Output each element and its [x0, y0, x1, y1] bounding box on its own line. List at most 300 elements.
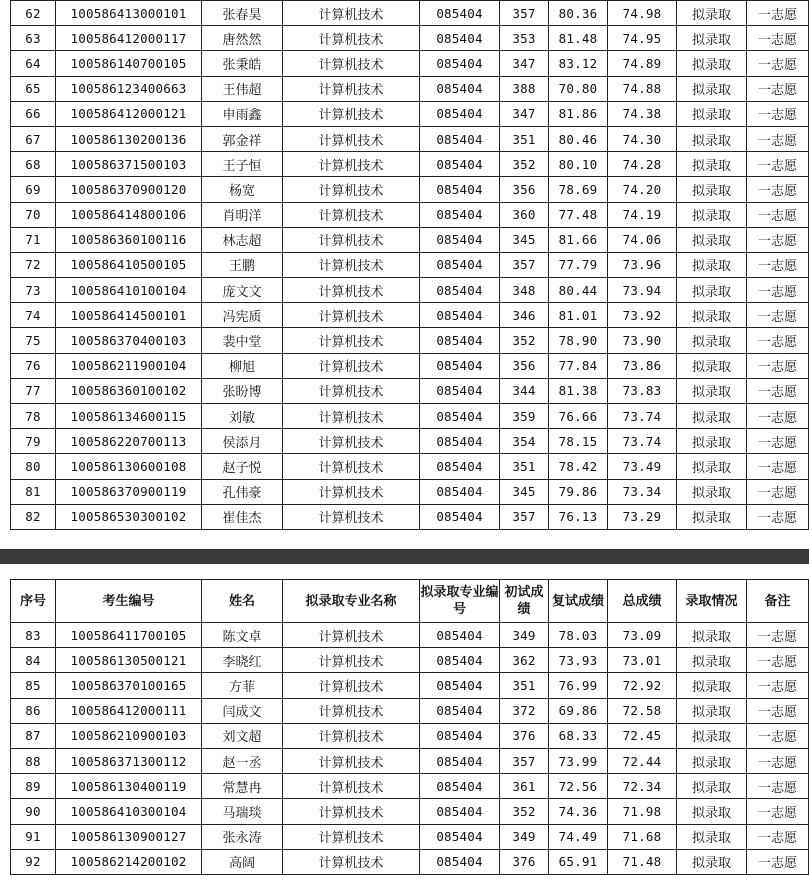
cell-name: 唐然然	[202, 26, 283, 51]
cell-total-score: 74.98	[608, 1, 677, 26]
cell-candidate-id: 100586360100102	[56, 378, 202, 403]
header-candidate-id: 考生编号	[56, 580, 202, 623]
cell-initial-score: 388	[500, 76, 549, 101]
cell-candidate-id: 100586370400103	[56, 328, 202, 353]
cell-candidate-id: 100586130600108	[56, 454, 202, 479]
table-row	[11, 1, 809, 26]
cell-admission-status: 拟录取	[677, 849, 747, 874]
cell-major-name: 计算机技术	[283, 723, 420, 748]
cell-name: 赵一丞	[202, 748, 283, 773]
header-major-name: 拟录取专业名称	[283, 580, 420, 623]
cell-candidate-id: 100586412000111	[56, 698, 202, 723]
cell-candidate-id: 100586130900127	[56, 824, 202, 849]
cell-candidate-id: 100586134600115	[56, 404, 202, 429]
cell-candidate-id: 100586414500101	[56, 303, 202, 328]
table-row	[11, 76, 809, 101]
cell-remark: 一志愿	[747, 799, 809, 824]
cell-retest-score: 81.01	[549, 303, 608, 328]
cell-index: 78	[11, 404, 56, 429]
cell-major-name: 计算机技术	[283, 126, 420, 151]
cell-index: 80	[11, 454, 56, 479]
cell-initial-score: 351	[500, 454, 549, 479]
cell-admission-status: 拟录取	[677, 202, 747, 227]
table-row	[11, 723, 809, 748]
cell-remark: 一志愿	[747, 51, 809, 76]
cell-major-code: 085404	[420, 202, 500, 227]
cell-initial-score: 357	[500, 252, 549, 277]
cell-name: 王伟超	[202, 76, 283, 101]
cell-name: 方菲	[202, 673, 283, 698]
cell-initial-score: 361	[500, 774, 549, 799]
cell-total-score: 72.45	[608, 723, 677, 748]
cell-total-score: 73.86	[608, 353, 677, 378]
cell-major-name: 计算机技术	[283, 799, 420, 824]
cell-index: 85	[11, 673, 56, 698]
cell-major-name: 计算机技术	[283, 328, 420, 353]
cell-name: 李晓红	[202, 648, 283, 673]
cell-index: 71	[11, 227, 56, 252]
cell-total-score: 74.30	[608, 126, 677, 151]
cell-retest-score: 78.03	[549, 623, 608, 648]
cell-major-name: 计算机技术	[283, 26, 420, 51]
cell-major-code: 085404	[420, 152, 500, 177]
table-row	[11, 799, 809, 824]
cell-name: 常慧冉	[202, 774, 283, 799]
cell-major-code: 085404	[420, 303, 500, 328]
cell-retest-score: 74.36	[549, 799, 608, 824]
table-row	[11, 152, 809, 177]
cell-total-score: 73.49	[608, 454, 677, 479]
cell-major-name: 计算机技术	[283, 849, 420, 874]
cell-admission-status: 拟录取	[677, 673, 747, 698]
cell-name: 张永涛	[202, 824, 283, 849]
cell-major-name: 计算机技术	[283, 404, 420, 429]
cell-name: 庞文文	[202, 278, 283, 303]
cell-major-code: 085404	[420, 76, 500, 101]
cell-major-code: 085404	[420, 698, 500, 723]
cell-major-name: 计算机技术	[283, 1, 420, 26]
cell-total-score: 74.20	[608, 177, 677, 202]
cell-initial-score: 354	[500, 429, 549, 454]
table-row	[11, 479, 809, 504]
cell-initial-score: 346	[500, 303, 549, 328]
cell-remark: 一志愿	[747, 378, 809, 403]
table-row	[11, 328, 809, 353]
cell-index: 82	[11, 504, 56, 529]
cell-candidate-id: 100586360100116	[56, 227, 202, 252]
cell-admission-status: 拟录取	[677, 723, 747, 748]
cell-retest-score: 78.90	[549, 328, 608, 353]
cell-major-name: 计算机技术	[283, 278, 420, 303]
cell-initial-score: 359	[500, 404, 549, 429]
cell-admission-status: 拟录取	[677, 404, 747, 429]
cell-major-code: 085404	[420, 774, 500, 799]
cell-major-name: 计算机技术	[283, 454, 420, 479]
cell-total-score: 74.89	[608, 51, 677, 76]
cell-admission-status: 拟录取	[677, 698, 747, 723]
cell-remark: 一志愿	[747, 454, 809, 479]
table-row	[11, 648, 809, 673]
table-row	[11, 429, 809, 454]
cell-name: 王鹏	[202, 252, 283, 277]
cell-candidate-id: 100586130500121	[56, 648, 202, 673]
cell-name: 赵子悦	[202, 454, 283, 479]
cell-total-score: 73.83	[608, 378, 677, 403]
cell-admission-status: 拟录取	[677, 126, 747, 151]
cell-major-name: 计算机技术	[283, 101, 420, 126]
cell-major-name: 计算机技术	[283, 152, 420, 177]
cell-index: 68	[11, 152, 56, 177]
cell-initial-score: 347	[500, 101, 549, 126]
cell-name: 冯宪质	[202, 303, 283, 328]
table-row	[11, 202, 809, 227]
cell-major-name: 计算机技术	[283, 623, 420, 648]
cell-total-score: 72.92	[608, 673, 677, 698]
cell-candidate-id: 100586413000101	[56, 1, 202, 26]
cell-remark: 一志愿	[747, 824, 809, 849]
header-initial-score: 初试成绩	[500, 580, 549, 623]
cell-initial-score: 352	[500, 152, 549, 177]
cell-major-code: 085404	[420, 101, 500, 126]
cell-major-code: 085404	[420, 429, 500, 454]
cell-major-name: 计算机技术	[283, 673, 420, 698]
cell-major-name: 计算机技术	[283, 378, 420, 403]
cell-remark: 一志愿	[747, 479, 809, 504]
cell-retest-score: 65.91	[549, 849, 608, 874]
table-row	[11, 774, 809, 799]
cell-candidate-id: 100586220700113	[56, 429, 202, 454]
cell-retest-score: 77.84	[549, 353, 608, 378]
cell-major-code: 085404	[420, 278, 500, 303]
section-divider	[0, 549, 809, 564]
table-row	[11, 404, 809, 429]
header-major-code: 拟录取专业编号	[420, 580, 500, 623]
cell-total-score: 74.06	[608, 227, 677, 252]
cell-initial-score: 345	[500, 479, 549, 504]
cell-admission-status: 拟录取	[677, 774, 747, 799]
cell-candidate-id: 100586412000121	[56, 101, 202, 126]
cell-index: 74	[11, 303, 56, 328]
table-row	[11, 101, 809, 126]
cell-major-code: 085404	[420, 723, 500, 748]
cell-initial-score: 376	[500, 849, 549, 874]
cell-retest-score: 68.33	[549, 723, 608, 748]
admission-table-bottom-body	[11, 623, 809, 875]
cell-retest-score: 79.86	[549, 479, 608, 504]
cell-admission-status: 拟录取	[677, 429, 747, 454]
cell-total-score: 73.09	[608, 623, 677, 648]
cell-admission-status: 拟录取	[677, 378, 747, 403]
table-row	[11, 303, 809, 328]
header-name: 姓名	[202, 580, 283, 623]
cell-remark: 一志愿	[747, 202, 809, 227]
cell-major-code: 085404	[420, 378, 500, 403]
cell-index: 92	[11, 849, 56, 874]
cell-admission-status: 拟录取	[677, 328, 747, 353]
cell-name: 申雨鑫	[202, 101, 283, 126]
cell-candidate-id: 100586412000117	[56, 26, 202, 51]
cell-retest-score: 80.46	[549, 126, 608, 151]
cell-admission-status: 拟录取	[677, 51, 747, 76]
cell-candidate-id: 100586130400119	[56, 774, 202, 799]
cell-initial-score: 376	[500, 723, 549, 748]
table-row	[11, 51, 809, 76]
cell-candidate-id: 100586414800106	[56, 202, 202, 227]
cell-retest-score: 81.48	[549, 26, 608, 51]
cell-initial-score: 356	[500, 353, 549, 378]
cell-remark: 一志愿	[747, 673, 809, 698]
cell-admission-status: 拟录取	[677, 799, 747, 824]
cell-index: 62	[11, 1, 56, 26]
cell-total-score: 73.01	[608, 648, 677, 673]
table-row	[11, 227, 809, 252]
cell-candidate-id: 100586371300112	[56, 748, 202, 773]
cell-index: 88	[11, 748, 56, 773]
cell-retest-score: 80.36	[549, 1, 608, 26]
cell-major-name: 计算机技术	[283, 429, 420, 454]
cell-name: 侯添月	[202, 429, 283, 454]
table-row	[11, 824, 809, 849]
cell-remark: 一志愿	[747, 1, 809, 26]
cell-candidate-id: 100586411700105	[56, 623, 202, 648]
cell-major-name: 计算机技术	[283, 252, 420, 277]
table-row	[11, 504, 809, 529]
cell-total-score: 73.74	[608, 404, 677, 429]
cell-retest-score: 77.48	[549, 202, 608, 227]
cell-retest-score: 69.86	[549, 698, 608, 723]
admission-table-bottom	[10, 579, 809, 875]
cell-retest-score: 77.79	[549, 252, 608, 277]
cell-name: 林志超	[202, 227, 283, 252]
cell-major-code: 085404	[420, 51, 500, 76]
cell-candidate-id: 100586140700105	[56, 51, 202, 76]
table-row	[11, 353, 809, 378]
cell-candidate-id: 100586410100104	[56, 278, 202, 303]
cell-remark: 一志愿	[747, 648, 809, 673]
cell-major-name: 计算机技术	[283, 774, 420, 799]
cell-retest-score: 81.38	[549, 378, 608, 403]
cell-name: 闫成文	[202, 698, 283, 723]
header-retest-score: 复试成绩	[549, 580, 608, 623]
cell-total-score: 73.92	[608, 303, 677, 328]
cell-index: 86	[11, 698, 56, 723]
cell-total-score: 74.19	[608, 202, 677, 227]
cell-retest-score: 73.93	[549, 648, 608, 673]
cell-remark: 一志愿	[747, 849, 809, 874]
cell-index: 70	[11, 202, 56, 227]
cell-admission-status: 拟录取	[677, 504, 747, 529]
cell-index: 77	[11, 378, 56, 403]
cell-major-code: 085404	[420, 404, 500, 429]
cell-total-score: 72.58	[608, 698, 677, 723]
cell-initial-score: 351	[500, 126, 549, 151]
cell-major-code: 085404	[420, 454, 500, 479]
table-row	[11, 126, 809, 151]
cell-admission-status: 拟录取	[677, 353, 747, 378]
cell-major-name: 计算机技术	[283, 177, 420, 202]
cell-admission-status: 拟录取	[677, 824, 747, 849]
cell-total-score: 73.90	[608, 328, 677, 353]
cell-major-code: 085404	[420, 648, 500, 673]
cell-retest-score: 78.69	[549, 177, 608, 202]
cell-admission-status: 拟录取	[677, 648, 747, 673]
cell-initial-score: 349	[500, 824, 549, 849]
cell-major-name: 计算机技术	[283, 504, 420, 529]
cell-admission-status: 拟录取	[677, 101, 747, 126]
cell-retest-score: 72.56	[549, 774, 608, 799]
cell-name: 杨宽	[202, 177, 283, 202]
cell-remark: 一志愿	[747, 177, 809, 202]
cell-initial-score: 357	[500, 748, 549, 773]
cell-remark: 一志愿	[747, 774, 809, 799]
cell-candidate-id: 100586211900104	[56, 353, 202, 378]
cell-major-code: 085404	[420, 1, 500, 26]
table-row	[11, 673, 809, 698]
cell-major-code: 085404	[420, 673, 500, 698]
cell-total-score: 71.98	[608, 799, 677, 824]
cell-index: 63	[11, 26, 56, 51]
cell-total-score: 72.44	[608, 748, 677, 773]
cell-index: 67	[11, 126, 56, 151]
cell-major-name: 计算机技术	[283, 824, 420, 849]
cell-remark: 一志愿	[747, 227, 809, 252]
cell-initial-score: 372	[500, 698, 549, 723]
cell-initial-score: 345	[500, 227, 549, 252]
table-row	[11, 698, 809, 723]
cell-major-code: 085404	[420, 824, 500, 849]
cell-total-score: 73.29	[608, 504, 677, 529]
cell-total-score: 72.34	[608, 774, 677, 799]
cell-major-name: 计算机技术	[283, 303, 420, 328]
cell-index: 66	[11, 101, 56, 126]
cell-index: 83	[11, 623, 56, 648]
cell-admission-status: 拟录取	[677, 623, 747, 648]
cell-remark: 一志愿	[747, 504, 809, 529]
cell-total-score: 73.96	[608, 252, 677, 277]
cell-initial-score: 347	[500, 51, 549, 76]
cell-index: 84	[11, 648, 56, 673]
table-header-row	[11, 580, 809, 623]
cell-major-name: 计算机技术	[283, 748, 420, 773]
cell-index: 89	[11, 774, 56, 799]
cell-name: 王子恒	[202, 152, 283, 177]
cell-name: 张秉皓	[202, 51, 283, 76]
cell-initial-score: 348	[500, 278, 549, 303]
cell-initial-score: 352	[500, 328, 549, 353]
cell-retest-score: 73.99	[549, 748, 608, 773]
cell-admission-status: 拟录取	[677, 227, 747, 252]
cell-initial-score: 352	[500, 799, 549, 824]
cell-total-score: 73.34	[608, 479, 677, 504]
table-row	[11, 849, 809, 874]
cell-retest-score: 78.15	[549, 429, 608, 454]
cell-admission-status: 拟录取	[677, 26, 747, 51]
cell-remark: 一志愿	[747, 723, 809, 748]
cell-index: 76	[11, 353, 56, 378]
cell-candidate-id: 100586530300102	[56, 504, 202, 529]
cell-admission-status: 拟录取	[677, 152, 747, 177]
cell-remark: 一志愿	[747, 429, 809, 454]
cell-remark: 一志愿	[747, 76, 809, 101]
cell-name: 肖明洋	[202, 202, 283, 227]
cell-retest-score: 81.86	[549, 101, 608, 126]
cell-admission-status: 拟录取	[677, 748, 747, 773]
cell-remark: 一志愿	[747, 623, 809, 648]
cell-admission-status: 拟录取	[677, 278, 747, 303]
cell-candidate-id: 100586210900103	[56, 723, 202, 748]
cell-index: 75	[11, 328, 56, 353]
cell-retest-score: 70.80	[549, 76, 608, 101]
cell-initial-score: 362	[500, 648, 549, 673]
cell-retest-score: 74.49	[549, 824, 608, 849]
cell-candidate-id: 100586370100165	[56, 673, 202, 698]
cell-major-code: 085404	[420, 623, 500, 648]
cell-initial-score: 360	[500, 202, 549, 227]
cell-initial-score: 349	[500, 623, 549, 648]
table-row	[11, 278, 809, 303]
table-row	[11, 26, 809, 51]
table-row	[11, 454, 809, 479]
cell-total-score: 71.68	[608, 824, 677, 849]
cell-remark: 一志愿	[747, 252, 809, 277]
cell-major-code: 085404	[420, 479, 500, 504]
cell-index: 72	[11, 252, 56, 277]
cell-index: 91	[11, 824, 56, 849]
cell-total-score: 74.38	[608, 101, 677, 126]
cell-remark: 一志愿	[747, 404, 809, 429]
cell-initial-score: 353	[500, 26, 549, 51]
cell-index: 87	[11, 723, 56, 748]
cell-remark: 一志愿	[747, 353, 809, 378]
cell-retest-score: 76.13	[549, 504, 608, 529]
cell-major-name: 计算机技术	[283, 202, 420, 227]
cell-total-score: 74.28	[608, 152, 677, 177]
cell-candidate-id: 100586214200102	[56, 849, 202, 874]
cell-remark: 一志愿	[747, 126, 809, 151]
cell-major-name: 计算机技术	[283, 698, 420, 723]
cell-name: 张盼博	[202, 378, 283, 403]
cell-total-score: 71.48	[608, 849, 677, 874]
cell-total-score: 73.94	[608, 278, 677, 303]
table-row	[11, 378, 809, 403]
cell-name: 孔伟豪	[202, 479, 283, 504]
cell-admission-status: 拟录取	[677, 454, 747, 479]
cell-remark: 一志愿	[747, 303, 809, 328]
admission-table-top-body	[11, 1, 809, 530]
cell-major-name: 计算机技术	[283, 479, 420, 504]
cell-initial-score: 357	[500, 504, 549, 529]
cell-name: 陈文卓	[202, 623, 283, 648]
cell-admission-status: 拟录取	[677, 76, 747, 101]
admission-table-top	[10, 0, 809, 530]
header-index: 序号	[11, 580, 56, 623]
cell-major-name: 计算机技术	[283, 353, 420, 378]
cell-candidate-id: 100586123400663	[56, 76, 202, 101]
cell-index: 79	[11, 429, 56, 454]
table-row	[11, 748, 809, 773]
cell-remark: 一志愿	[747, 278, 809, 303]
table-row	[11, 177, 809, 202]
cell-index: 65	[11, 76, 56, 101]
cell-candidate-id: 100586410500105	[56, 252, 202, 277]
table-row	[11, 623, 809, 648]
header-remark: 备注	[747, 580, 809, 623]
cell-major-code: 085404	[420, 504, 500, 529]
cell-remark: 一志愿	[747, 152, 809, 177]
cell-retest-score: 80.10	[549, 152, 608, 177]
cell-retest-score: 76.66	[549, 404, 608, 429]
cell-major-name: 计算机技术	[283, 51, 420, 76]
